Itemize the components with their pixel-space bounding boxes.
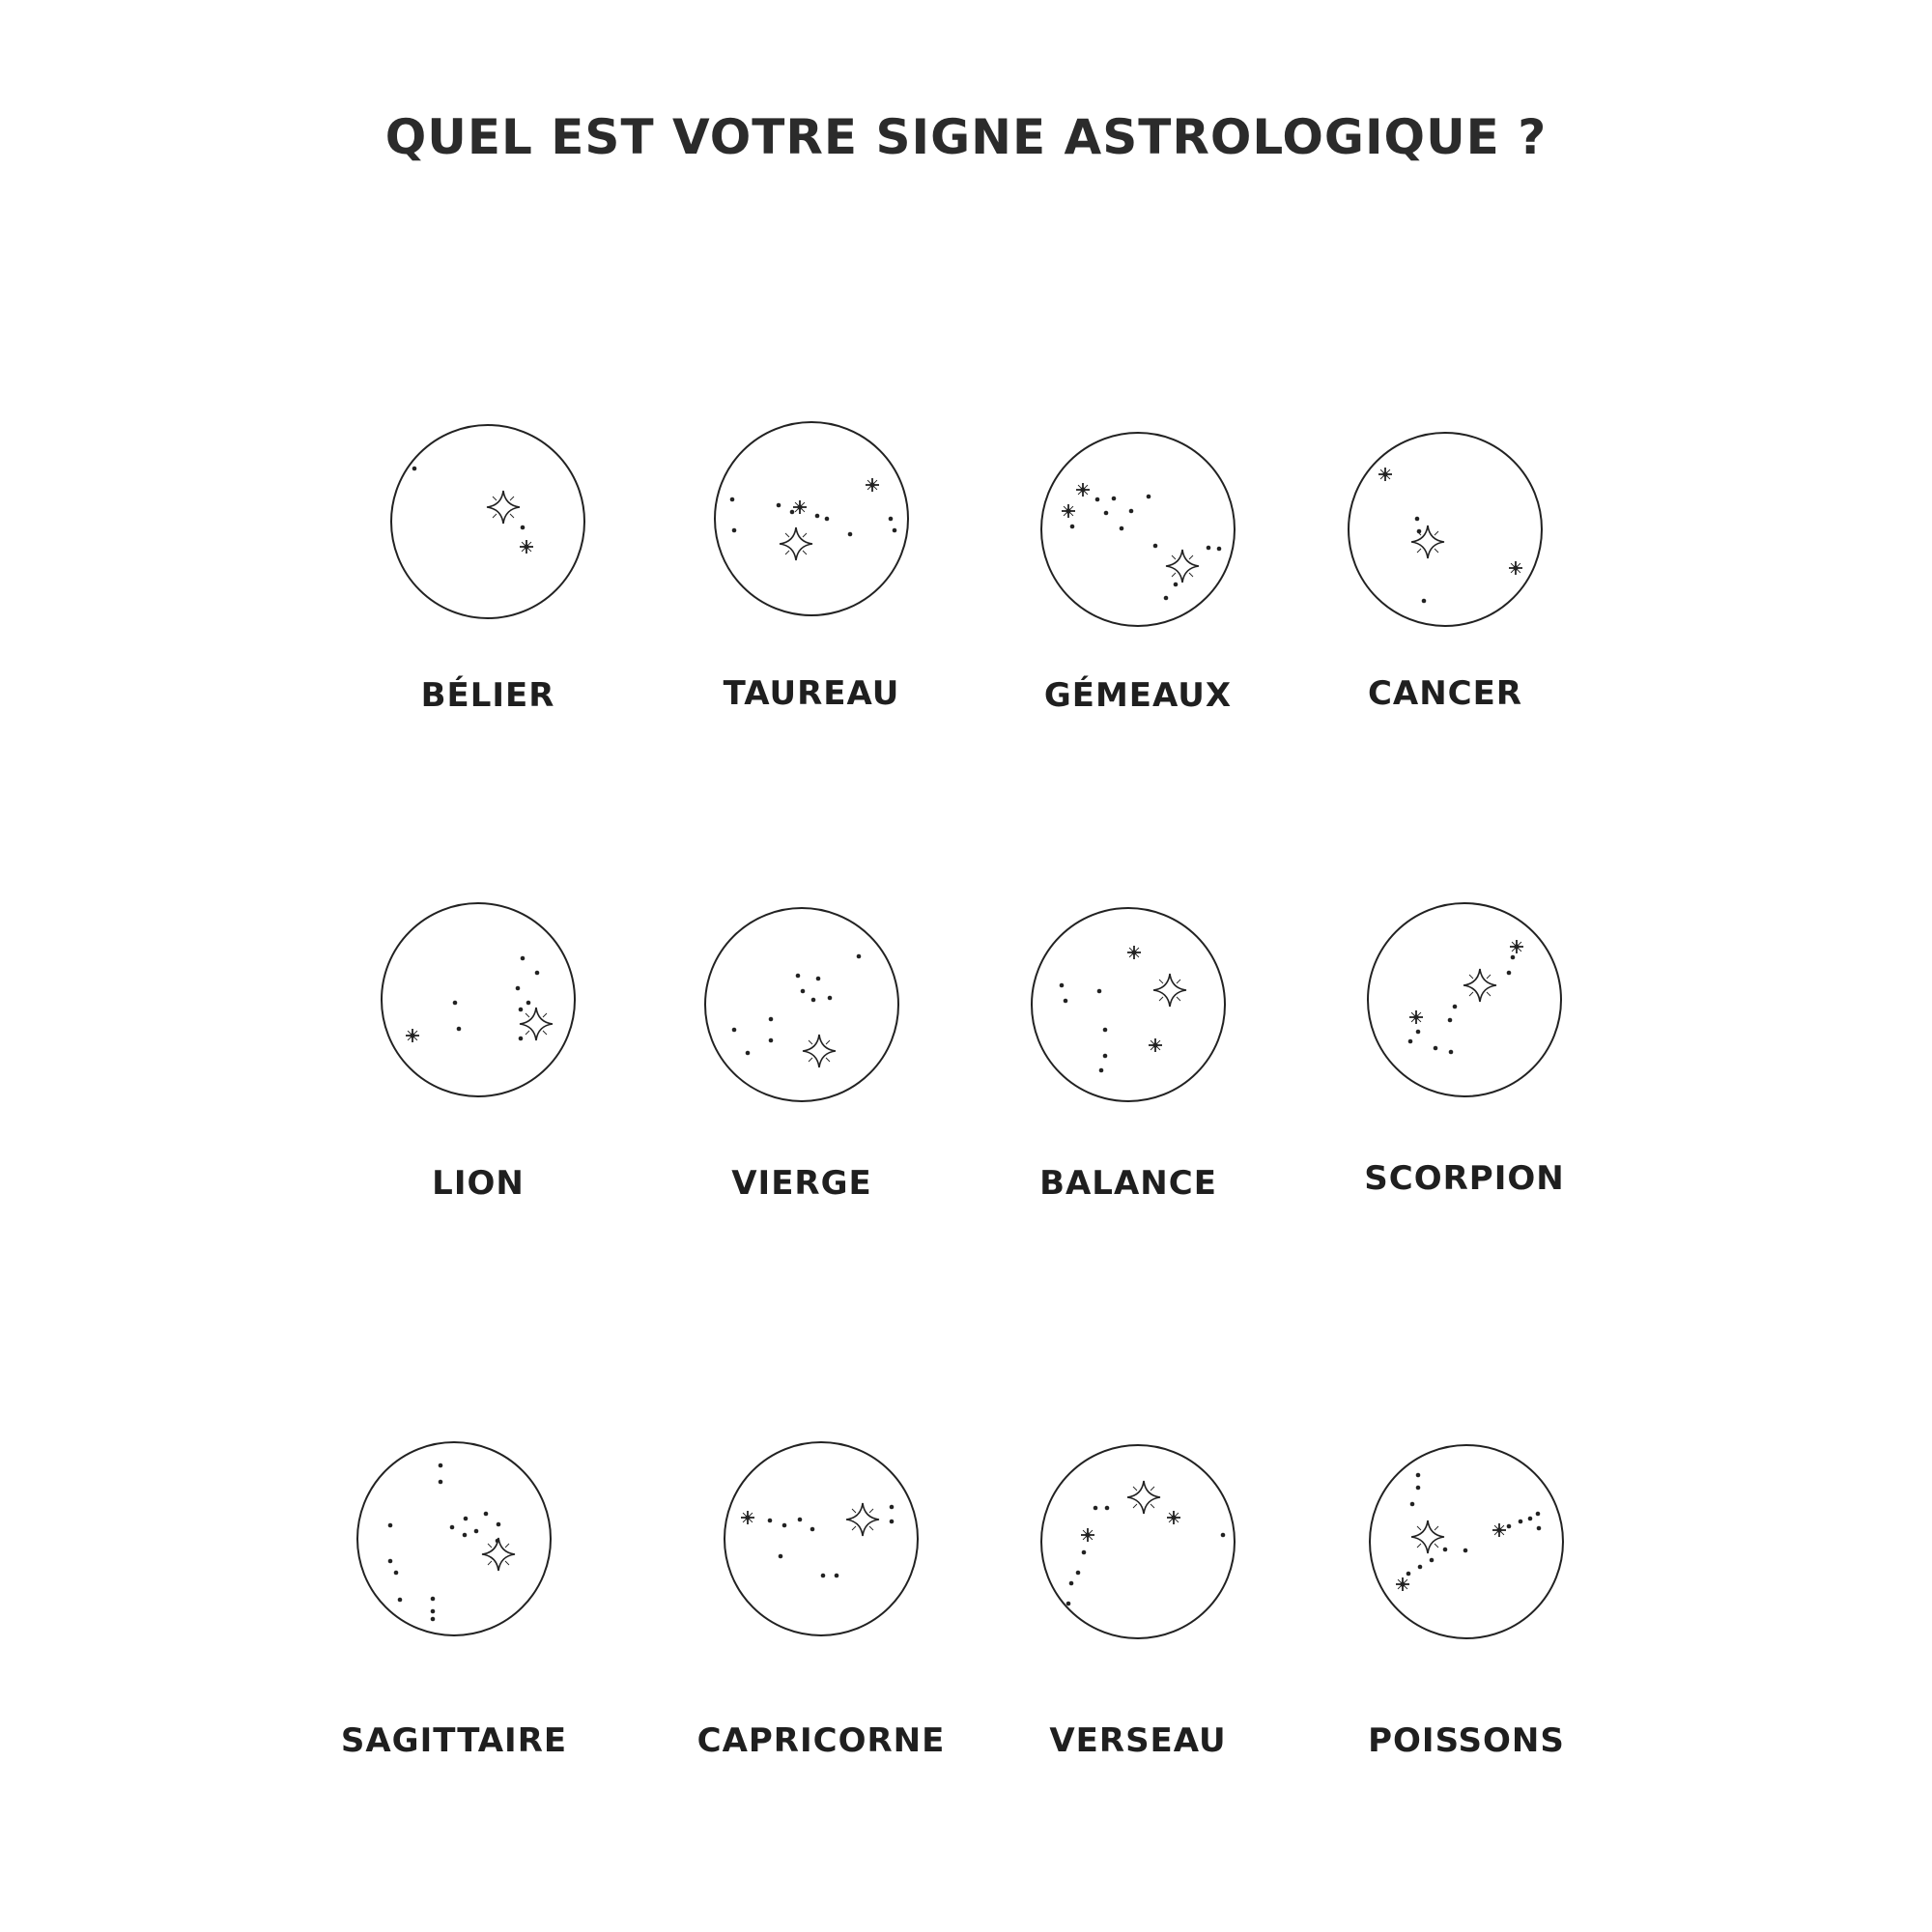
star-dot xyxy=(519,1037,524,1041)
star-dot xyxy=(1415,517,1420,522)
small-star-core xyxy=(1171,1515,1176,1520)
sign-label-leo: LION xyxy=(432,1164,525,1203)
star-dot xyxy=(779,1554,783,1559)
sign-circle xyxy=(1368,903,1561,1096)
sign-label-taurus: TAUREAU xyxy=(723,674,900,713)
star-dot xyxy=(1097,989,1102,994)
star-dot xyxy=(1095,497,1100,502)
star-dot xyxy=(450,1525,455,1530)
small-star-core xyxy=(1400,1581,1405,1586)
star-dot xyxy=(1153,544,1158,549)
sign-circle xyxy=(1041,433,1235,626)
sign-circle xyxy=(705,908,898,1101)
star-dot xyxy=(431,1609,436,1614)
gemini-constellation-icon xyxy=(1039,431,1236,628)
star-dot xyxy=(1174,582,1179,587)
small-star-core xyxy=(1514,944,1519,949)
star-dot xyxy=(801,989,806,994)
star-dot xyxy=(746,1051,751,1056)
star-dot xyxy=(439,1480,443,1485)
star-dot xyxy=(798,1518,803,1522)
star-dot xyxy=(535,971,540,976)
sign-circle xyxy=(715,422,908,615)
libra-constellation-icon xyxy=(1030,906,1227,1103)
star-dot xyxy=(811,998,816,1003)
virgo-constellation-icon xyxy=(703,906,900,1103)
sagittarius-constellation-icon xyxy=(355,1440,553,1637)
sign-label-cancer: CANCER xyxy=(1367,674,1523,713)
small-star-core xyxy=(869,482,874,487)
star-dot xyxy=(388,1559,393,1564)
cancer-constellation-icon xyxy=(1347,431,1544,628)
taurus-constellation-icon xyxy=(713,420,910,617)
star-dot xyxy=(1066,1602,1071,1606)
sign-circle xyxy=(357,1442,551,1635)
leo-constellation-icon xyxy=(380,901,577,1098)
sign-label-virgo: VIERGE xyxy=(731,1164,872,1203)
star-dot xyxy=(1430,1558,1435,1563)
sign-option-leo[interactable] xyxy=(353,901,604,1230)
star-dot xyxy=(821,1574,826,1578)
star-dot xyxy=(825,517,830,522)
small-star-core xyxy=(1413,1014,1418,1019)
star-dot xyxy=(1449,1050,1454,1055)
small-star-core xyxy=(1065,508,1070,513)
star-dot xyxy=(431,1617,436,1622)
star-dot xyxy=(1060,983,1065,988)
star-dot xyxy=(497,1522,501,1527)
sign-option-virgo[interactable] xyxy=(676,906,927,1235)
star-dot xyxy=(1536,1512,1541,1517)
star-dot xyxy=(1511,955,1516,960)
small-star-core xyxy=(797,504,802,509)
pisces-constellation-icon xyxy=(1368,1443,1565,1640)
star-dot xyxy=(1528,1517,1533,1521)
sign-circle xyxy=(1349,433,1542,626)
scorpio-constellation-icon xyxy=(1366,901,1563,1098)
sign-label-gemini: GÉMEAUX xyxy=(1043,676,1233,715)
star-dot xyxy=(777,503,781,508)
sign-option-aquarius[interactable] xyxy=(1012,1443,1264,1772)
sign-option-gemini[interactable] xyxy=(1012,431,1264,759)
star-dot xyxy=(1064,999,1068,1004)
star-dot xyxy=(732,1028,737,1033)
star-dot xyxy=(889,517,894,522)
star-dot xyxy=(394,1571,399,1576)
small-star-core xyxy=(745,1515,750,1520)
star-dot xyxy=(516,986,521,991)
sign-option-cancer[interactable] xyxy=(1320,431,1571,759)
star-dot xyxy=(1416,1473,1421,1478)
star-dot xyxy=(732,528,737,533)
star-dot xyxy=(464,1517,469,1521)
sign-label-capricorn: CAPRICORNE xyxy=(696,1721,946,1760)
sign-label-aquarius: VERSEAU xyxy=(1049,1721,1227,1760)
star-dot xyxy=(1408,1039,1413,1044)
star-dot xyxy=(1537,1526,1542,1531)
star-dot xyxy=(790,510,795,515)
star-dot xyxy=(1507,971,1512,976)
star-dot xyxy=(412,467,417,471)
star-dot xyxy=(1448,1018,1453,1023)
star-dot xyxy=(893,528,897,533)
star-dot xyxy=(1416,1486,1421,1491)
star-dot xyxy=(1207,546,1211,551)
star-dot xyxy=(769,1038,774,1043)
star-dot xyxy=(782,1523,787,1528)
star-dot xyxy=(1221,1533,1226,1538)
star-dot xyxy=(474,1529,479,1534)
star-dot xyxy=(848,532,853,537)
sign-circle xyxy=(724,1442,918,1635)
star-dot xyxy=(439,1463,443,1468)
star-dot xyxy=(1519,1520,1523,1524)
star-dot xyxy=(857,954,862,959)
sign-option-sagittarius[interactable] xyxy=(328,1440,580,1769)
star-dot xyxy=(1069,1581,1074,1586)
star-dot xyxy=(796,974,801,979)
sign-label-libra: BALANCE xyxy=(1039,1164,1217,1203)
sign-option-aries[interactable] xyxy=(362,423,613,752)
sign-label-aries: BÉLIER xyxy=(420,676,555,715)
star-dot xyxy=(1076,1571,1081,1576)
star-dot xyxy=(768,1519,773,1523)
star-dot xyxy=(1418,1565,1423,1570)
star-dot xyxy=(463,1533,468,1538)
star-dot xyxy=(890,1520,895,1524)
sign-circle xyxy=(382,903,575,1096)
small-star-core xyxy=(1496,1527,1501,1532)
star-dot xyxy=(1416,1030,1421,1035)
star-dot xyxy=(388,1523,393,1528)
star-dot xyxy=(1082,1550,1087,1555)
sign-option-libra[interactable] xyxy=(1003,906,1254,1235)
star-dot xyxy=(1070,525,1075,529)
star-dot xyxy=(730,497,735,502)
sign-option-scorpio[interactable] xyxy=(1339,901,1590,1230)
star-dot xyxy=(521,526,526,530)
star-dot xyxy=(810,1527,815,1532)
aries-constellation-icon xyxy=(389,423,586,620)
page-title: QUEL EST VOTRE SIGNE ASTROLOGIQUE ? xyxy=(384,109,1548,165)
small-star-core xyxy=(1085,1532,1090,1537)
star-dot xyxy=(1164,596,1169,601)
star-dot xyxy=(1443,1548,1448,1552)
star-dot xyxy=(828,996,833,1001)
star-dot xyxy=(835,1574,839,1578)
star-dot xyxy=(1094,1506,1098,1511)
star-dot xyxy=(1105,1506,1110,1511)
small-star-core xyxy=(1513,565,1518,570)
small-star-core xyxy=(1080,487,1085,492)
star-dot xyxy=(769,1017,774,1022)
star-dot xyxy=(1099,1068,1104,1073)
small-star-core xyxy=(1152,1042,1157,1047)
capricorn-constellation-icon xyxy=(723,1440,920,1637)
star-dot xyxy=(816,977,821,981)
sign-option-taurus[interactable] xyxy=(686,420,937,749)
star-dot xyxy=(815,514,820,519)
star-dot xyxy=(1406,1572,1411,1577)
sign-circle xyxy=(1370,1445,1563,1638)
small-star-core xyxy=(1131,950,1136,954)
sign-label-scorpio: SCORPION xyxy=(1364,1159,1565,1198)
small-star-core xyxy=(410,1033,414,1037)
sign-label-pisces: POISSONS xyxy=(1368,1721,1565,1760)
star-dot xyxy=(1463,1548,1468,1553)
star-dot xyxy=(519,1008,524,1012)
star-dot xyxy=(1147,495,1151,499)
star-dot xyxy=(431,1597,436,1602)
star-dot xyxy=(1410,1502,1415,1507)
star-dot xyxy=(521,956,526,961)
star-dot xyxy=(1217,547,1222,552)
small-star-core xyxy=(1382,471,1387,476)
sign-label-sagittarius: SAGITTAIRE xyxy=(340,1721,568,1760)
sign-option-pisces[interactable] xyxy=(1341,1443,1592,1772)
star-dot xyxy=(1434,1046,1438,1051)
star-dot xyxy=(453,1001,458,1006)
sign-circle xyxy=(391,425,584,618)
star-dot xyxy=(1120,526,1124,531)
star-dot xyxy=(1103,1054,1108,1059)
star-dot xyxy=(1103,1028,1108,1033)
sign-option-capricorn[interactable] xyxy=(696,1440,947,1769)
star-dot xyxy=(1507,1524,1512,1529)
star-dot xyxy=(890,1505,895,1510)
sign-circle xyxy=(1041,1445,1235,1638)
star-dot xyxy=(1453,1005,1458,1009)
star-dot xyxy=(1422,599,1427,604)
star-dot xyxy=(1112,497,1117,501)
star-dot xyxy=(1129,509,1134,514)
star-dot xyxy=(484,1512,489,1517)
star-dot xyxy=(1104,511,1109,516)
star-dot xyxy=(398,1598,403,1603)
star-dot xyxy=(526,1001,531,1006)
small-star-core xyxy=(524,544,528,549)
sign-circle xyxy=(1032,908,1225,1101)
aquarius-constellation-icon xyxy=(1039,1443,1236,1640)
star-dot xyxy=(457,1027,462,1032)
